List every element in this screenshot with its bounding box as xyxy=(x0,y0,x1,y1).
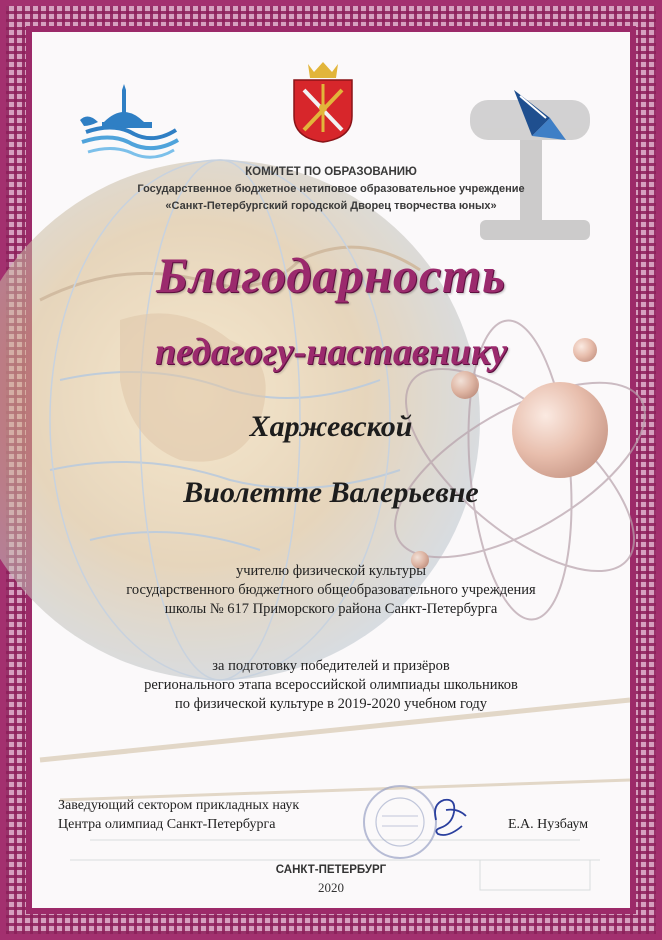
recipient-position-line: государственного бюджетного общеобразовательного учреждения xyxy=(126,582,536,598)
award-reason-line: регионального этапа всероссийской олимпиады школьников xyxy=(144,677,518,693)
city-coat-of-arms-icon xyxy=(290,60,356,144)
recipient-position-line: учителю физической культуры xyxy=(235,563,426,579)
recipient-surname: Харжевской xyxy=(249,410,413,443)
technical-drawing-illustration xyxy=(40,700,630,890)
palace-logo-icon xyxy=(74,82,184,160)
signatory-title: Заведующий сектором прикладных наук xyxy=(58,798,300,813)
institution-name: «Санкт-Петербургский городской Дворец творчества юных» xyxy=(165,200,497,212)
certificate-subtitle: педагогу-наставнику xyxy=(154,331,508,373)
issue-year: 2020 xyxy=(318,880,344,895)
award-reason-line: за подготовку победителей и призёров xyxy=(212,658,450,674)
institution-type: Государственное бюджетное нетиповое образовательное учреждение xyxy=(137,183,525,195)
issue-city: САНКТ-ПЕТЕРБУРГ xyxy=(275,864,387,876)
signatory-organization: Центра олимпиад Санкт-Петербурга xyxy=(58,817,276,832)
signatory-name: Е.А. Нузбаум xyxy=(508,817,589,832)
certificate-title: Благодарность xyxy=(156,247,506,303)
recipient-position-line: школы № 617 Приморского района Санкт-Петербурга xyxy=(164,601,498,617)
olympiad-center-logo-icon xyxy=(510,84,570,144)
recipient-given-names: Виолетте Валерьевне xyxy=(183,476,479,509)
award-reason-line: по физической культуре в 2019-2020 учебном году xyxy=(174,696,488,712)
committee-name: КОМИТЕТ ПО ОБРАЗОВАНИЮ xyxy=(245,166,417,178)
handwritten-signature-icon xyxy=(428,790,472,840)
